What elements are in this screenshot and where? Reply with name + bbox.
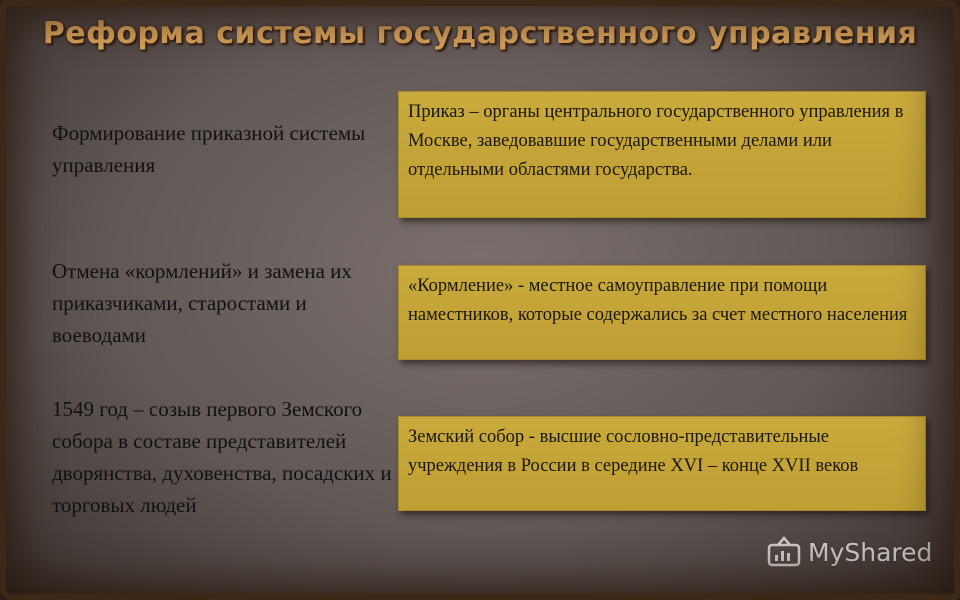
definition-box-zemsky-sobor	[398, 416, 926, 511]
reform-text-1: Формирование приказной системы управления	[52, 121, 366, 177]
watermark-logo[interactable]	[766, 535, 932, 569]
definition-text-2: «Кормление» - местное самоуправление при помощи наместников, которые содержались за счет местного населения	[408, 276, 908, 325]
watermark-text: MyShared	[808, 537, 933, 567]
slide-title: Реформа системы государственного управления	[42, 16, 918, 51]
myshared-logo-icon	[766, 535, 804, 569]
definition-box-prikaz	[398, 91, 926, 218]
reform-text-3: 1549 год – созыв первого Земского собора в составе представителей дворянства, духовенства, посадских и торговых людей	[52, 397, 392, 517]
definition-box-kormlenie	[398, 265, 926, 360]
reform-text-2: Отмена «кормлений» и замена их приказчиками, старостами и воеводами	[52, 259, 352, 347]
definition-text-1: Приказ – органы центрального государственного управления в Москве, заведовавшие государственными делами или отдельными областями государства.	[408, 102, 904, 180]
definition-text-3: Земский собор - высшие сословно-представительные учреждения в России в середине XVI – конце XVII веков	[408, 427, 859, 476]
